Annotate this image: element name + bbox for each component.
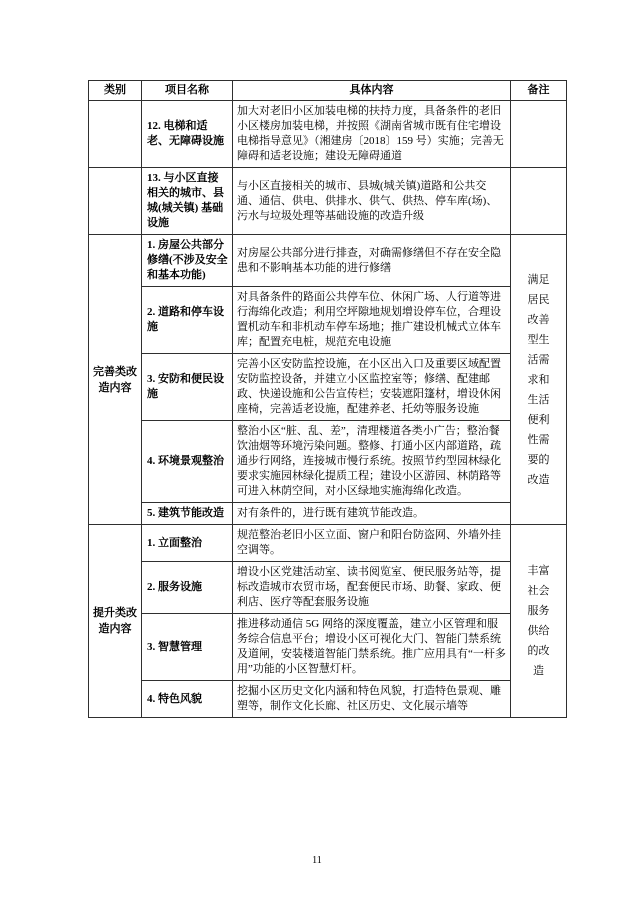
details-cell: 增设小区党建活动室、读书阅览室、便民服务站等，提标改造城市农贸市场，配套便民市场、助餐、家政、便利店、医疗等配套服务设施 xyxy=(233,562,511,614)
details-cell: 推进移动通信 5G 网络的深度覆盖，建立小区管理和服务综合信息平台；增设小区可视化大门、智能门禁系统及道闸，安装楼道智能门禁系统。推广应用具有“一杆多用”功能的小区智慧灯杆。 xyxy=(233,614,511,681)
table-row-improve-5 xyxy=(89,503,567,525)
category-label: 提升类改造内容 xyxy=(93,607,137,635)
table-row-improve-2 xyxy=(89,287,567,354)
table-row-improve-4 xyxy=(89,421,567,503)
remark-label: 丰富社会服务供给的改造 xyxy=(527,565,550,677)
table-row-item-13 xyxy=(89,168,567,235)
table-row-improve-3 xyxy=(89,354,567,421)
header-details: 具体内容 xyxy=(233,81,511,101)
details-cell: 与小区直接相关的城市、县城(城关镇)道路和公共交通、通信、供电、供排水、供气、供热、停车库(场)、污水与垃圾处理等基础设施的改造升级 xyxy=(233,168,511,235)
details-cell: 挖掘小区历史文化内涵和特色风貌，打造特色景观、雕塑等，制作文化长廊、社区历史、文化展示墙等 xyxy=(233,681,511,718)
details-cell: 整治小区“脏、乱、差”，清理楼道各类小广告；整治餐饮油烟等环境污染问题。整修、打通小区内部道路，疏通步行网络，连接城市慢行系统。按照节约型园林绿化要求实施园林绿化提质工程；建设小区游园、林荫路等可进入林荫空间，对小区绿地实施海绵化改造。 xyxy=(233,421,511,503)
details-cell: 加大对老旧小区加装电梯的扶持力度，具备条件的老旧小区楼房加装电梯，并按照《湖南省城市既有住宅增设电梯指导意见》（湘建房〔2018〕159 号）实施；完善无障碍和适老设施；建设无障碍通道 xyxy=(233,101,511,168)
category-label: 完善类改造内容 xyxy=(93,365,137,394)
project-name-cell: 2. 道路和停车设施 xyxy=(142,287,233,354)
details-cell: 对具备条件的路面公共停车位、休闲广场、人行道等进行海绵化改造；利用空坪隙地规划增设停车位，合理设置机动车和非机动车停车场地；推广建设机械式立体车库；配置充电桩，规范充电设施 xyxy=(233,287,511,354)
project-name-cell: 5. 建筑节能改造 xyxy=(142,503,233,525)
details-cell: 对房屋公共部分进行排查，对确需修缮但不存在安全隐患和不影响基本功能的进行修缮 xyxy=(233,235,511,287)
header-remark: 备注 xyxy=(511,81,567,101)
remark-cell-empty xyxy=(511,168,567,235)
remark-cell-upgrade xyxy=(511,525,567,718)
table-row-upgrade-2 xyxy=(89,562,567,614)
project-name-cell: 3. 智慧管理 xyxy=(142,614,233,681)
table-row-upgrade-1 xyxy=(89,525,567,562)
details-cell: 对有条件的，进行既有建筑节能改造。 xyxy=(233,503,511,525)
table-header-row xyxy=(89,81,567,101)
project-name-cell: 4. 环境景观整治 xyxy=(142,421,233,503)
project-name-cell: 1. 房屋公共部分修缮(不涉及安全和基本功能) xyxy=(142,235,233,287)
table-row-improve-1 xyxy=(89,235,567,287)
renovation-content-table xyxy=(88,80,567,718)
project-name-cell: 3. 安防和便民设施 xyxy=(142,354,233,421)
table-row-item-12 xyxy=(89,101,567,168)
page-number: 11 xyxy=(312,855,322,866)
project-name-cell: 2. 服务设施 xyxy=(142,562,233,614)
table-row-upgrade-3 xyxy=(89,614,567,681)
header-project-name: 项目名称 xyxy=(142,81,233,101)
table-row-upgrade-4 xyxy=(89,681,567,718)
header-category: 类别 xyxy=(89,81,142,101)
project-name-cell: 13. 与小区直接相关的城市、县城(城关镇) 基础设施 xyxy=(142,168,233,235)
category-cell-empty xyxy=(89,101,142,168)
remark-cell-empty xyxy=(511,101,567,168)
project-name-cell: 4. 特色风貌 xyxy=(142,681,233,718)
category-cell-upgrade xyxy=(89,525,142,718)
details-cell: 规范整治老旧小区立面、窗户和阳台防盗网、外墙外挂空调等。 xyxy=(233,525,511,562)
project-name-cell: 1. 立面整治 xyxy=(142,525,233,562)
remark-cell-improve xyxy=(511,235,567,525)
project-name-cell: 12. 电梯和适老、无障碍设施 xyxy=(142,101,233,168)
details-cell: 完善小区安防监控设施，在小区出入口及重要区域配置安防监控设备，并建立小区监控室等；修缮、配建邮政、快递设施和公告宣传栏；安装遮阳篷材，增设休闲座椅，完善适老设施，配建养老、托幼等服务设施 xyxy=(233,354,511,421)
remark-label: 满足居民改善型生活需求和生活便利性需要的改造 xyxy=(527,273,550,486)
category-cell-improve xyxy=(89,235,142,525)
category-cell-empty xyxy=(89,168,142,235)
